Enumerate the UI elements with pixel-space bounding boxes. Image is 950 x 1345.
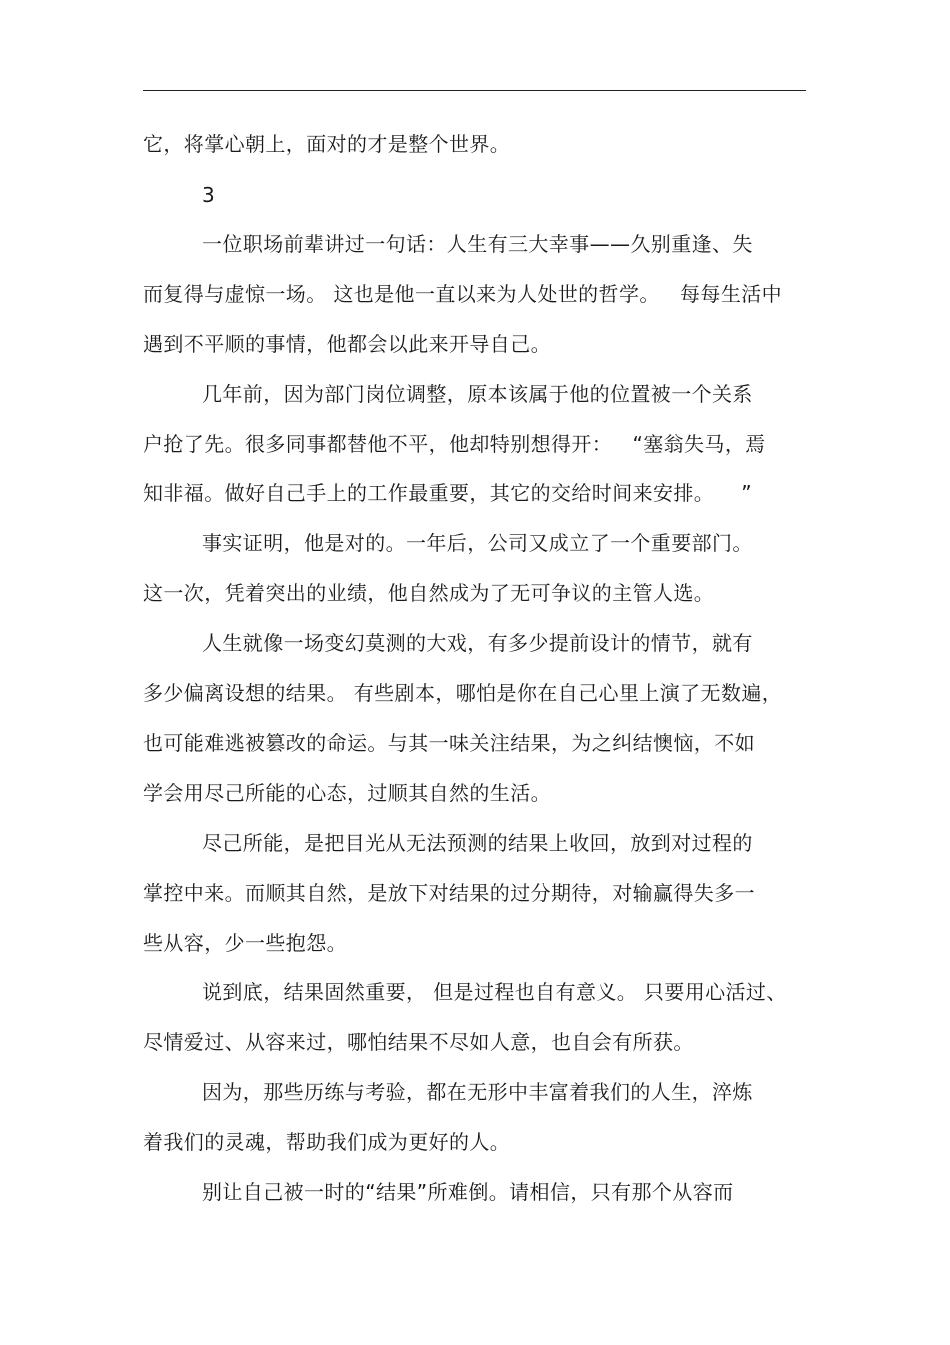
text-line: 掌控中来。而顺其自然，是放下对结果的过分期待，对输赢得失多一 (143, 881, 755, 905)
text-line: 几年前，因为部门岗位调整，原本该属于他的位置被一个关系 (202, 382, 753, 406)
section-number: 3 (202, 183, 216, 207)
text-line: 而复得与虚惊一场。 这也是他一直以来为人处世的哲学。 每每生活中 (143, 282, 783, 306)
text-line: 户抢了先。很多同事都替他不平，他却特别想得开： “塞翁失马，焉 (143, 432, 766, 456)
text-line: 一位职场前辈讲过一句话：人生有三大幸事——久别重逢、失 (202, 232, 753, 256)
text-line: 事实证明，他是对的。一年后，公司又成立了一个重要部门。 (202, 531, 753, 555)
text-line: 多少偏离设想的结果。 有些剧本，哪怕是你在自己心里上演了无数遍， (143, 681, 783, 705)
text-line: 说到底，结果固然重要， 但是过程也自有意义。 只要用心活过、 (202, 980, 787, 1004)
text-line: 遇到不平顺的事情，他都会以此来开导自己。 (143, 332, 551, 356)
text-line: 它，将掌心朝上，面对的才是整个世界。 (143, 132, 511, 156)
text-line: 这一次，凭着突出的业绩，他自然成为了无可争议的主管人选。 (143, 581, 715, 605)
text-line: 尽情爱过、从容来过，哪怕结果不尽如人意，也自会有所获。 (143, 1030, 694, 1054)
text-line: 人生就像一场变幻莫测的大戏，有多少提前设计的情节，就有 (202, 631, 753, 655)
text-line: 别让自己被一时的“结果”所难倒。请相信，只有那个从容而 (202, 1180, 734, 1204)
text-line: 因为，那些历练与考验，都在无形中丰富着我们的人生，淬炼 (202, 1080, 753, 1104)
text-line: 尽己所能，是把目光从无法预测的结果上收回，放到对过程的 (202, 831, 753, 855)
text-line: 也可能难逃被篡改的命运。与其一味关注结果，为之纠结懊恼，不如 (143, 731, 755, 755)
text-line: 着我们的灵魂，帮助我们成为更好的人。 (143, 1130, 511, 1154)
text-line: 学会用尽己所能的心态，过顺其自然的生活。 (143, 781, 551, 805)
header-rule (143, 90, 806, 91)
text-line: 知非福。做好自己手上的工作最重要，其它的交给时间来安排。 ” (143, 481, 752, 505)
text-line: 些从容，少一些抱怨。 (143, 931, 347, 955)
